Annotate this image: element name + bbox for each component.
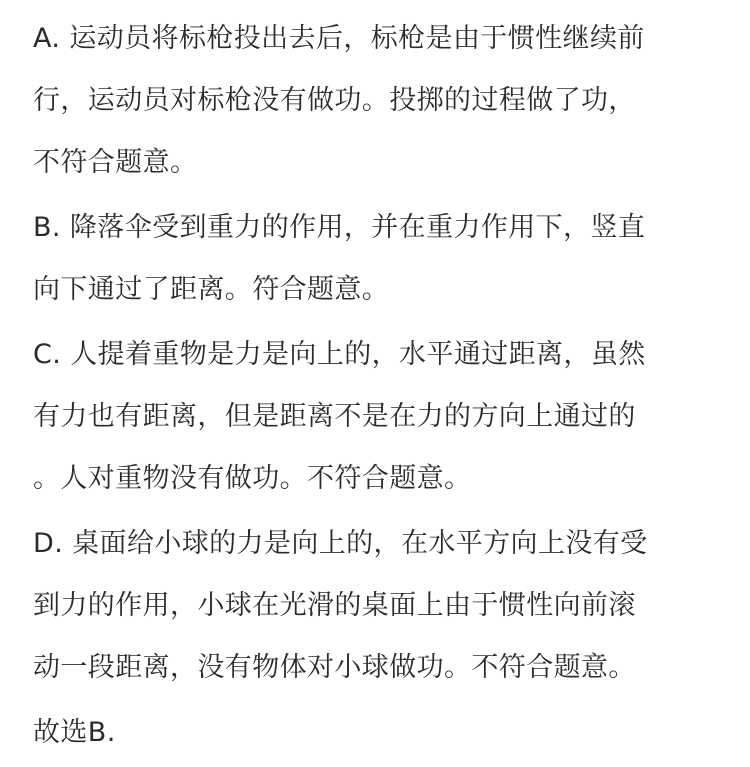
- final-answer: [33, 702, 723, 764]
- conclusion-text: 故选B.: [33, 717, 116, 748]
- text-line: 向下通过了距离。符合题意。: [33, 274, 390, 305]
- text-line: 行，运动员对标枪没有做功。投掷的过程做了功，: [33, 85, 636, 116]
- text-line: C. 人提着重物是力是向上的，水平通过距离，虽然: [33, 339, 646, 370]
- text-line: B. 降落伞受到重力的作用，并在重力作用下，竖直: [33, 212, 646, 243]
- answer-explanation: [33, 8, 723, 767]
- option-a-explanation: [33, 8, 723, 194]
- text-line: D. 桌面给小球的力是向上的，在水平方向上没有受: [33, 528, 648, 559]
- text-line: 。人对重物没有做功。不符合题意。: [33, 463, 472, 494]
- text-line: 有力也有距离，但是距离不是在力的方向上通过的: [33, 401, 636, 432]
- text-line: A. 运动员将标枪投出去后，标枪是由于惯性继续前: [33, 23, 645, 54]
- option-d-explanation: [33, 513, 723, 699]
- text-line: 到力的作用，小球在光滑的桌面上由于惯性向前滚: [33, 590, 636, 621]
- option-c-explanation: [33, 324, 723, 510]
- text-line: 不符合题意。: [33, 147, 198, 178]
- text-line: 动一段距离，没有物体对小球做功。不符合题意。: [33, 652, 636, 683]
- option-b-explanation: [33, 197, 723, 321]
